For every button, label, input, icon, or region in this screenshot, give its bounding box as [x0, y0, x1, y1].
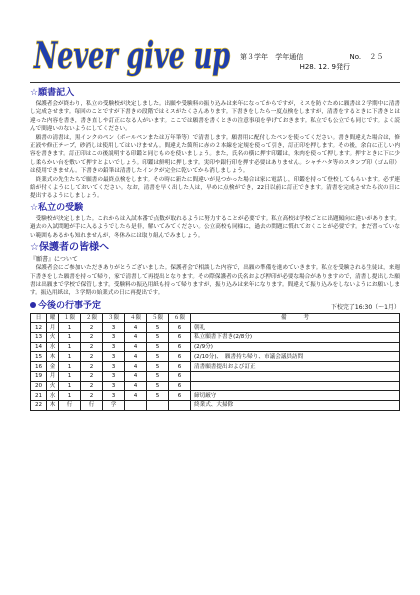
table-cell: 月 [47, 371, 59, 381]
paragraph: 保護者会にご参加いただきありがとうございました。保護者会で相談した内容で，出願の準備を進めていきます。私立を受験される生徒は，来週下書きをした願書を持って帰り，家で清書して再提出となります。その際保護者の氏名および押印が必要な場合がありますので，清書し提出した願書は出願まで学校で保管します。受験料の振込用紙も持って帰りますが，振り込みは来年になります。間違えて振り込みをしないようにお願いします。振込用紙は，３学期の始業式の日に再提出です。 [30, 265, 400, 297]
table-cell: 3 [103, 381, 125, 391]
bullet-icon [30, 302, 36, 308]
schedule-header [30, 301, 400, 312]
table-cell: 15 [31, 352, 47, 362]
paragraph: 願書の清書は，黒インクのペン（ボールペンまたは万年筆等）で清書します。願書用に配付したペンを使ってください。書き間違えた場合は，修正液や修正テープ，砂消しは使用してはいけません。間違えた箇所に赤の２本線を定規を使って引き，訂正印を押します。その後，余白に正しい内容を書きます。訂正印はこの後説明する印鑑と同じものを使いましょう。また，氏名の横に押す印鑑は，朱肉を使って押します。押すときに下に少し柔らかい台を敷いて押すとよいでしょう。印鑑は鮮明に押します。実印や銀行印を押す必要はありません。シャチハタ等のスタンプ印（ゴム印）は使用できません。下書きの鉛筆は清書したインクが完全に乾いてから消しましょう。 [30, 134, 400, 175]
table-cell: 締切厳守 [191, 391, 400, 401]
table-cell: 2 [81, 352, 103, 362]
section-private-exam [30, 203, 400, 240]
section-heading: ☆願書記入 [30, 88, 75, 98]
table-cell: 21 [31, 391, 47, 401]
table-cell: 火 [47, 381, 59, 391]
table-cell: 12 [31, 323, 47, 333]
section-heading: ☆私立の受験 [30, 202, 84, 213]
grade-label: 第３学年 [240, 53, 268, 61]
table-cell: 5 [147, 323, 169, 333]
table-cell: 22 [31, 400, 47, 410]
table-cell [147, 400, 169, 410]
table-cell: 5 [147, 333, 169, 343]
paragraph: 保護者会が終わり，私立の受験校が決定しました。出願や受験料の振り込みは来年になってからですが，ミスを防ぐために願書は２学期中に清書し完成させます。毎回のことですが下書きの段階ではミスがたくさんあります。下書きをしたら一度点検をしますが，清書をするときに下書きとは違った内容を書き，書き直しや訂正になる人がいます。ここでは願書を書くときの注意事項を挙げておきます。私立でも公立でも同じです。よく読んで間違いのないようにしてください。 [30, 101, 400, 133]
table-cell: (2/10分)、 願書持ち帰り、市議会議員訪問 [191, 352, 400, 362]
table-cell: 5 [147, 391, 169, 401]
table-cell: 6 [169, 342, 191, 352]
schedule-table [30, 313, 400, 411]
table-cell: 1 [59, 323, 81, 333]
table-cell: 3 [103, 333, 125, 343]
table-cell: 朝礼 [191, 323, 400, 333]
table-cell: 6 [169, 371, 191, 381]
section-heading: ☆保護者の皆様へ [30, 242, 109, 254]
table-cell: 13 [31, 333, 47, 343]
table-cell: 6 [169, 352, 191, 362]
column-header: ３限 [103, 313, 125, 323]
table-row [31, 400, 400, 410]
masthead [30, 22, 400, 84]
table-cell: 6 [169, 391, 191, 401]
table-cell: 金 [47, 362, 59, 372]
table-cell: 6 [169, 323, 191, 333]
table-cell: 5 [147, 371, 169, 381]
table-cell: 2 [81, 362, 103, 372]
column-header: ４限 [125, 313, 147, 323]
table-cell: 木 [47, 352, 59, 362]
table-cell: 4 [125, 371, 147, 381]
table-cell: 1 [59, 391, 81, 401]
table-cell: 2 [81, 371, 103, 381]
table-cell: 4 [125, 323, 147, 333]
table-cell: 終業式、大掃除 [191, 400, 400, 410]
table-cell: 2 [81, 333, 103, 343]
table-cell: 行 [81, 400, 103, 410]
dismissal-note: 下校完了16:30（〜1月） [330, 303, 400, 311]
table-cell: 5 [147, 352, 169, 362]
table-cell: 3 [103, 352, 125, 362]
table-cell: 3 [103, 371, 125, 381]
table-cell: 月 [47, 323, 59, 333]
main-content [30, 86, 400, 411]
table-cell: 4 [125, 362, 147, 372]
newsletter-label: 学年通信 [275, 53, 304, 61]
paragraph: 終業式の先生たちで願書の最終点検をします。その時に新たに間違いが見つかった場合は家に電話し，印鑑を持って登校してもらいます。必ず連絡が付くようにしておいてください。なお，清書を早く出した人は，早めに点検ができ，22日以前に訂正できます。清書を完成させたら次の日に提出するようにしましょう。 [30, 176, 400, 200]
table-cell: 水 [47, 391, 59, 401]
section-to-parents [30, 242, 400, 298]
table-cell: 1 [59, 362, 81, 372]
column-header: １限 [59, 313, 81, 323]
table-row [31, 323, 400, 333]
table-row [31, 362, 400, 372]
table-cell: 木 [47, 400, 59, 410]
column-header: 日 [31, 313, 47, 323]
column-header: ６限 [169, 313, 191, 323]
table-row [31, 352, 400, 362]
table-cell: 4 [125, 333, 147, 343]
table-cell [125, 400, 147, 410]
table-cell: 1 [59, 342, 81, 352]
table-cell: 1 [59, 333, 81, 343]
column-header: 備 考 [191, 313, 400, 323]
table-cell: 4 [125, 342, 147, 352]
table-cell: 1 [59, 381, 81, 391]
table-cell [191, 381, 400, 391]
table-header-row [31, 313, 400, 323]
table-cell: 3 [103, 362, 125, 372]
table-cell: 5 [147, 381, 169, 391]
table-cell: 1 [59, 371, 81, 381]
schedule-title: 今後の行事予定 [30, 301, 101, 312]
table-cell: 学 [103, 400, 125, 410]
table-cell: 6 [169, 333, 191, 343]
table-cell: 3 [103, 391, 125, 401]
table-cell: 清書願書提出および訂正 [191, 362, 400, 372]
paragraph: 受験校が決定しました。これからは入試本番で点数が取れるように努力することが必要です。私立高校は学校ごとに出題傾向に違いがあります。過去の入試問題が手に入るようでしたら是非，解いてみてください。公立高校も同様に，過去の問題に慣れておくことが必要です。まだ習っていない範囲もあるかも知れませんが，冬休みには取り組んでみましょう。 [30, 215, 400, 239]
table-cell: 4 [125, 381, 147, 391]
table-row [31, 371, 400, 381]
table-cell: 4 [125, 352, 147, 362]
table-cell: 2 [81, 323, 103, 333]
table-cell: 5 [147, 362, 169, 372]
table-cell: 1 [59, 352, 81, 362]
table-row [31, 333, 400, 343]
section-application-form [30, 88, 400, 201]
table-cell: 5 [147, 342, 169, 352]
number-value: ２５ [369, 53, 384, 61]
schedule-body [31, 323, 400, 410]
table-row [31, 391, 400, 401]
table-cell [169, 400, 191, 410]
column-header: ２限 [81, 313, 103, 323]
table-cell: 2 [81, 381, 103, 391]
table-cell: 私立願書下書き(2/8分) [191, 333, 400, 343]
table-row [31, 381, 400, 391]
table-row [31, 342, 400, 352]
svg-text:Never give up: Never give up [33, 35, 230, 77]
table-cell: 14 [31, 342, 47, 352]
table-cell: 2 [81, 391, 103, 401]
table-cell: 2 [81, 342, 103, 352]
column-header: ５限 [147, 313, 169, 323]
column-header: 曜 [47, 313, 59, 323]
table-cell: 水 [47, 342, 59, 352]
table-cell: 20 [31, 381, 47, 391]
table-cell: 16 [31, 362, 47, 372]
masthead-rule [30, 82, 400, 83]
never-give-up-logo [30, 22, 235, 82]
table-cell: 6 [169, 381, 191, 391]
table-cell: 火 [47, 333, 59, 343]
table-cell: 19 [31, 371, 47, 381]
table-cell: 6 [169, 362, 191, 372]
issue-date: H28. 12. 9発行 [299, 63, 350, 71]
issue-info [240, 52, 383, 72]
table-cell: (2/9分) [191, 342, 400, 352]
subheading: 『願書』について [30, 256, 78, 264]
table-cell: 3 [103, 342, 125, 352]
table-cell: 行 [59, 400, 81, 410]
table-cell: 4 [125, 391, 147, 401]
table-cell [191, 371, 400, 381]
number-label: No. [349, 53, 362, 61]
table-cell: 3 [103, 323, 125, 333]
